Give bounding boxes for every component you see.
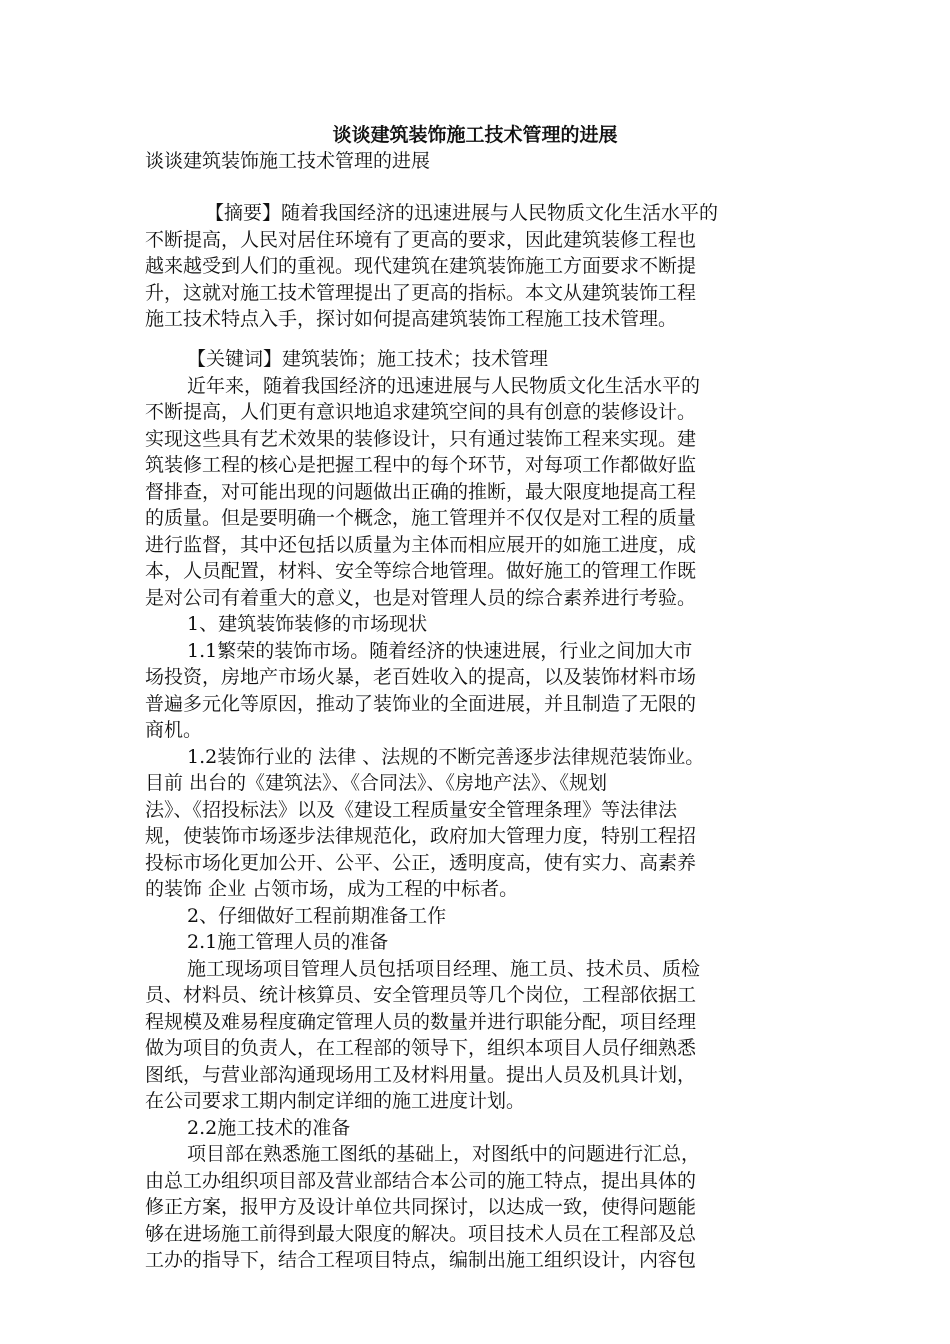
body-line: 本，人员配置，材料、安全等综合地管理。做好施工的管理工作既: [145, 560, 697, 582]
body-text: [145, 346, 805, 1274]
body-line: 督排查，对可能出现的问题做出正确的推断，最大限度地提高工程: [145, 480, 697, 503]
subsection-heading: 2.2施工技术的准备: [187, 1116, 351, 1139]
body-line: 规，使装饰市场逐步法律规范化，政府加大管理力度，特别工程招: [145, 825, 697, 847]
body-line: 够在进场施工前得到最大限度的解决。项目技术人员在工程部及总: [145, 1222, 697, 1245]
document-title: 谈谈建筑装饰施工技术管理的进展: [332, 124, 618, 146]
body-line: 图纸，与营业部沟通现场用工及材料用量。提出人员及机具计划，: [145, 1063, 697, 1086]
body-line: 的装饰 企业 占领市场，成为工程的中标者。: [145, 878, 519, 900]
abstract-line: 【摘要】随着我国经济的迅速进展与人民物质文化生活水平的: [205, 202, 719, 224]
abstract-line: 升，这就对施工技术管理提出了更高的指标。本文从建筑装饰工程: [145, 281, 697, 304]
body-line: 进行监督，其中还包括以质量为主体而相应展开的如施工进度，成: [145, 533, 697, 556]
body-line: 实现这些具有艺术效果的装修设计，只有通过装饰工程来实现。建: [145, 427, 697, 450]
abstract-line: 施工技术特点入手，探讨如何提高建筑装饰工程施工技术管理。: [145, 308, 678, 330]
body-line: 程规模及难易程度确定管理人员的数量并进行职能分配，项目经理: [145, 1010, 697, 1033]
abstract-line: 越来越受到人们的重视。现代建筑在建筑装饰施工方面要求不断提: [145, 255, 697, 277]
abstract-paragraph: [145, 200, 805, 333]
body-line: 工办的指导下，结合工程项目特点，编制出施工组织设计，内容包: [145, 1249, 697, 1271]
body-line: 是对公司有着重大的意义，也是对管理人员的综合素养进行考验。: [145, 586, 697, 609]
body-line: 法》、《招投标法》以及《建设工程质量安全管理条理》等法律法: [145, 798, 678, 821]
abstract-line: 不断提高，人民对居住环境有了更高的要求，因此建筑装修工程也: [145, 228, 697, 251]
body-line: 商机。: [145, 719, 203, 741]
body-line: 在公司要求工期内制定详细的施工进度计划。: [145, 1090, 526, 1112]
body-line: 筑装修工程的核心是把握工程中的每个环节，对每项工作都做好监: [145, 454, 697, 476]
body-line: 1.2装饰行业的 法律 、法规的不断完善逐步法律规范装饰业。: [187, 745, 705, 768]
body-line: 投标市场化更加公开、公平、公正，透明度高，使有实力、高素养: [145, 851, 697, 874]
body-line: 场投资，房地产市场火暴，老百姓收入的提高，以及装饰材料市场: [145, 666, 697, 688]
body-line: 普遍多元化等原因，推动了装饰业的全面进展，并且制造了无限的: [145, 692, 697, 715]
body-line: 1.1繁荣的装饰市场。随着经济的快速进展，行业之间加大市: [187, 639, 693, 662]
document-subtitle: 谈谈建筑装饰施工技术管理的进展: [145, 150, 431, 172]
section-heading: 2、仔细做好工程前期准备工作: [187, 904, 447, 927]
body-line: 施工现场项目管理人员包括项目经理、施工员、技术员、质检: [187, 957, 701, 980]
body-line: 修正方案，报甲方及设计单位共同探讨，以达成一致，使得问题能: [145, 1196, 697, 1218]
body-line: 由总工办组织项目部及营业部结合本公司的施工特点，提出具体的: [145, 1169, 697, 1192]
body-line: 近年来，随着我国经济的迅速进展与人民物质文化生活水平的: [187, 374, 701, 397]
subsection-heading: 2.1施工管理人员的准备: [187, 931, 389, 953]
body-line: 目前 出台的《建筑法》、《合同法》、《房地产法》、《规划: [145, 772, 608, 794]
body-line: 不断提高，人们更有意识地追求建筑空间的具有创意的装修设计。: [145, 401, 697, 423]
body-line: 的质量。但是要明确一个概念，施工管理并不仅仅是对工程的质量: [145, 507, 697, 529]
body-line: 项目部在熟悉施工图纸的基础上，对图纸中的问题进行汇总，: [187, 1143, 701, 1165]
keywords-line: 【关键词】建筑装饰；施工技术；技术管理: [187, 348, 549, 370]
body-line: 员、材料员、统计核算员、安全管理员等几个岗位，工程部依据工: [145, 984, 697, 1006]
body-line: 做为项目的负责人，在工程部的领导下，组织本项目人员仔细熟悉: [145, 1037, 697, 1059]
section-heading: 1、建筑装饰装修的市场现状: [187, 613, 428, 635]
